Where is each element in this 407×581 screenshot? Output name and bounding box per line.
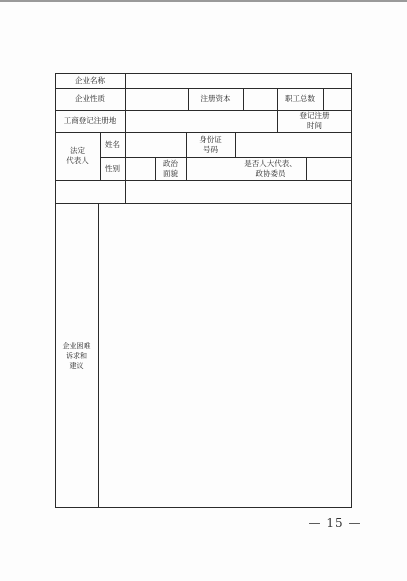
column-divider <box>98 203 99 508</box>
id-number-label: 身份证 号码 <box>199 134 222 154</box>
enterprise-info-form <box>55 73 352 508</box>
row-divider <box>100 157 352 158</box>
gender-label: 性别 <box>105 163 120 173</box>
page-number: — 15 — <box>308 516 362 530</box>
legal-representative-label: 法定 代表人 <box>66 146 89 165</box>
name-label: 姓名 <box>105 139 120 149</box>
column-divider <box>235 132 236 157</box>
political-status-label: 政治 面貌 <box>163 158 178 178</box>
column-divider <box>125 73 126 180</box>
column-divider <box>243 88 244 110</box>
registration-time-label: 登记注册 时间 <box>299 111 330 130</box>
row-divider <box>55 203 352 204</box>
registered-capital-label: 注册资本 <box>200 94 231 103</box>
column-divider <box>323 88 324 110</box>
total-staff-label: 职工总数 <box>285 94 315 103</box>
business-registration-address-label: 工商登记注册地 <box>63 116 117 125</box>
row-divider <box>55 180 352 181</box>
top-border-line <box>0 0 407 2</box>
enterprise-difficulties-label: 企业困难 诉求和 建议 <box>62 341 91 370</box>
npc-cppcc-member-label: 是否人大代表、 政协委员 <box>244 158 297 178</box>
column-divider <box>306 157 307 180</box>
enterprise-name-label: 企业名称 <box>75 75 105 85</box>
column-divider <box>125 180 126 203</box>
enterprise-nature-label: 企业性质 <box>75 94 105 103</box>
